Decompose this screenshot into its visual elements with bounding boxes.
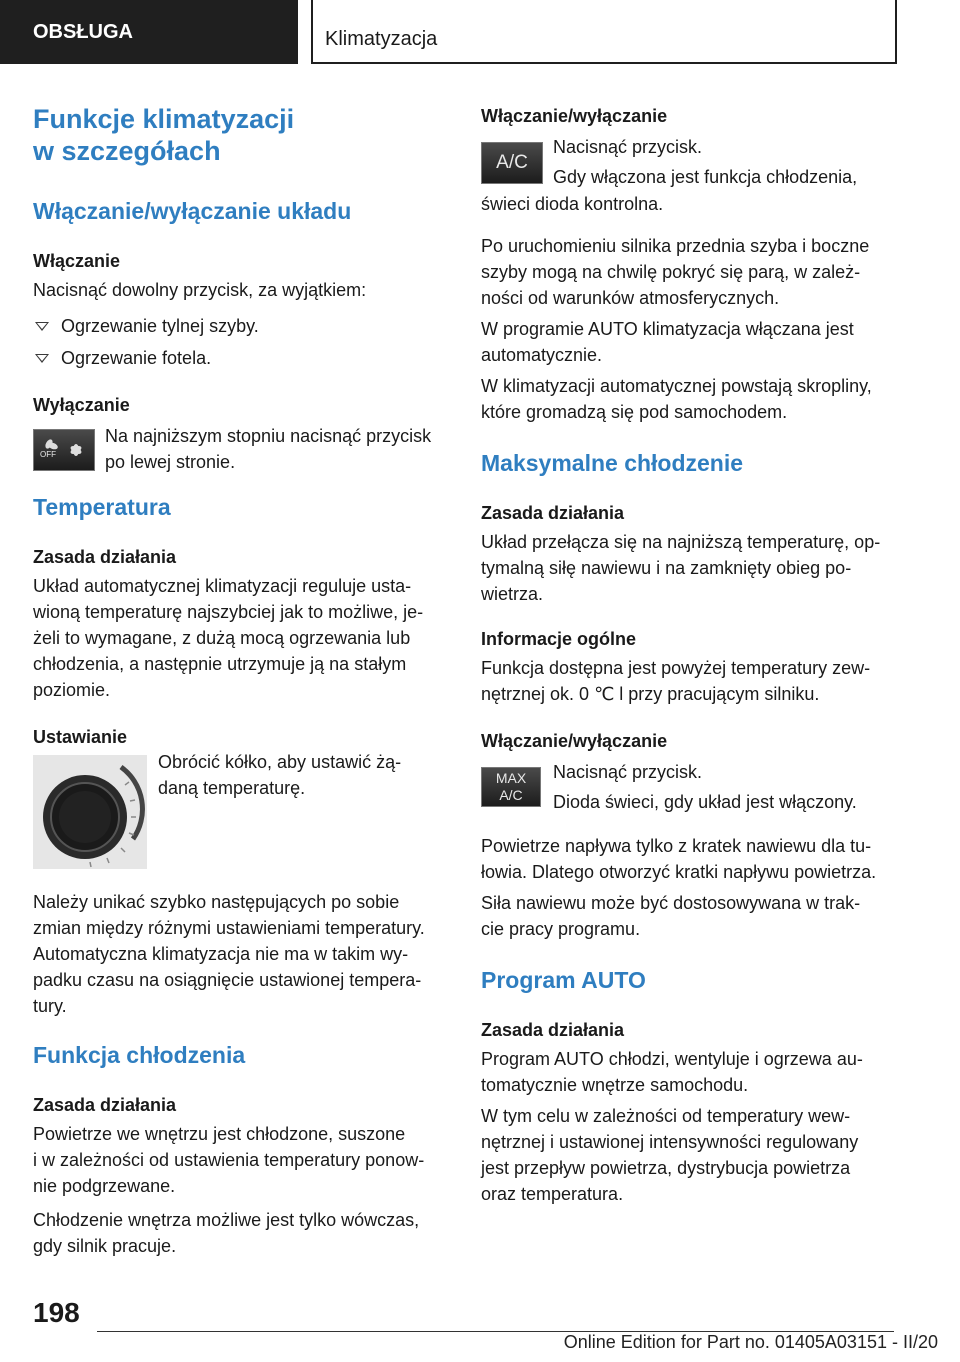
heading-switch-off: Wyłączanie — [33, 395, 130, 415]
heading-general: Informacje ogólne — [481, 629, 637, 649]
section-tab — [0, 0, 298, 64]
setting-row — [33, 749, 449, 875]
text-line: jest przepływ powietrza, dystrybucja powietrza — [481, 1158, 851, 1178]
heading-cool-principle: Zasada działania — [33, 1095, 177, 1115]
setting-text-1: Obrócić kółko, aby ustawić żą- — [158, 752, 402, 772]
text-line: Funkcja dostępna jest powyżej temperatury zew- — [481, 658, 871, 678]
section-label: OBSŁUGA — [33, 21, 133, 43]
page-title-line-1: Funkcje klimatyzacji — [33, 104, 295, 134]
heading-temperature: Temperatura — [33, 494, 171, 520]
switch-off-text-1: Na najniższym stopniu nacisnąć przycisk — [105, 426, 432, 446]
ac-label: A/C — [499, 787, 523, 803]
text-line: W klimatyzacji automatycznej powstają skropliny, — [481, 376, 872, 396]
heading-auto-principle: Zasada działania — [481, 1020, 625, 1040]
text-line: nie podgrzewane. — [33, 1176, 176, 1196]
text-line: żeli to wymagane, z dużą mocą ogrzewania lub — [33, 628, 411, 648]
ac-press-text: Nacisnąć przycisk. — [553, 137, 703, 157]
condense-text — [481, 373, 897, 425]
right-column — [481, 98, 897, 1207]
switch-off-row — [33, 423, 449, 479]
switch-on-text: Nacisnąć dowolny przycisk, za wyjątkiem: — [33, 280, 367, 300]
text-line: tomatycznie wnętrze samochodu. — [481, 1075, 749, 1095]
auto-principle-text — [481, 1046, 897, 1098]
text-line: Układ przełącza się na najniższą temperaturę, op- — [481, 532, 881, 552]
page-number: 198 — [33, 1297, 80, 1328]
page-title — [33, 103, 449, 167]
ac-led-text-1: Gdy włączona jest funkcja chłodzenia, — [553, 167, 858, 187]
text-line: Po uruchomieniu silnika przednia szyba i boczne — [481, 236, 870, 256]
text-line: zmian między różnymi ustawieniami temperatury. — [33, 918, 425, 938]
text-line: szyby mogą na chwilę pokryć się parą, w zależ- — [481, 262, 861, 282]
edition-text: Online Edition for Part no. 01405A03151 - II/20 — [563, 1332, 938, 1352]
fan-off-button-image — [33, 429, 95, 471]
heading-onoff: Włączanie/wyłączanie — [481, 106, 668, 126]
max-principle-text — [481, 529, 897, 607]
max-led-text: Dioda świeci, gdy układ jest włączony. — [553, 792, 857, 812]
bullet-text: Ogrzewanie tylnej szyby. — [61, 316, 259, 336]
switch-off-text-2: po lewej stronie. — [105, 452, 236, 472]
max-press-text: Nacisnąć przycisk. — [553, 762, 703, 782]
max-ac-button-image — [481, 767, 541, 807]
auto-text — [481, 316, 897, 368]
bullet-text: Ogrzewanie fotela. — [61, 348, 212, 368]
text-line: Chłodzenie wnętrza możliwe jest tylko wówczas, — [33, 1210, 420, 1230]
fan-text — [481, 890, 897, 942]
text-line: tury. — [33, 996, 67, 1016]
text-line: Siła nawiewu może być dostosowywana w trak- — [481, 893, 861, 913]
temperature-dial-image — [33, 755, 147, 869]
text-line: nętrznej ok. 0 ℃ l przy pracującym silniku. — [481, 684, 820, 704]
text-line: łowia. Dlatego otworzyć kratki napływu powietrza. — [481, 862, 877, 882]
text-line: Powietrze napływa tylko z kratek nawiewu dla tu- — [481, 836, 872, 856]
max-label: MAX — [495, 770, 527, 786]
fan-icon — [34, 430, 94, 470]
triangle-bullet-icon — [35, 354, 49, 363]
ac-row — [481, 132, 897, 192]
heading-setting: Ustawianie — [33, 727, 128, 747]
ac-led-text-2: świeci dioda kontrolna. — [481, 194, 664, 214]
text-line: tymalną siłę nawiewu i na zamknięty obieg po- — [481, 558, 852, 578]
text-line: Program AUTO chłodzi, wentyluje i ogrzewa au- — [481, 1049, 863, 1069]
max-ac-row — [481, 757, 897, 817]
text-line: cie pracy programu. — [481, 919, 641, 939]
heading-onoff-system: Włączanie/wyłączanie układu — [33, 198, 352, 224]
cool-text-2 — [33, 1207, 449, 1259]
heading-max-onoff: Włączanie/wyłączanie — [481, 731, 668, 751]
text-line: wioną temperaturę najszybciej jak to możliwe, je- — [33, 602, 424, 622]
heading-max-principle: Zasada działania — [481, 503, 625, 523]
cool-text — [33, 1121, 449, 1199]
text-line: poziomie. — [33, 680, 111, 700]
text-line: i w zależności od ustawienia temperatury ponow- — [33, 1150, 425, 1170]
text-line: Układ automatycznej klimatyzacji reguluje usta- — [33, 576, 412, 596]
text-line: Należy unikać szybko następujących po sobie — [33, 892, 400, 912]
text-line: gdy silnik pracuje. — [33, 1236, 177, 1256]
avoid-text — [33, 889, 449, 1019]
text-line: wietrza. — [481, 584, 544, 604]
triangle-bullet-icon — [35, 322, 49, 331]
text-line: ności od warunków atmosferycznych. — [481, 288, 780, 308]
text-line: nętrznej i ustawionej intensywności regulowany — [481, 1132, 859, 1152]
off-label: OFF — [40, 450, 56, 459]
bullet-item — [33, 345, 449, 371]
temp-principle-text — [33, 573, 449, 703]
chapter-tab — [311, 0, 897, 64]
heading-switch-on: Włączanie — [33, 251, 121, 271]
text-line: W tym celu w zależności od temperatury wew- — [481, 1106, 851, 1126]
text-line: Automatyczna klimatyzacja nie ma w takim wy- — [33, 944, 409, 964]
text-line: które gromadzą się pod samochodem. — [481, 402, 788, 422]
text-line: padku czasu na osiągnięcie ustawionej tempera- — [33, 970, 422, 990]
text-line: oraz temperatura. — [481, 1184, 624, 1204]
dial-icon — [33, 755, 147, 869]
text-line: W programie AUTO klimatyzacja włączana jest — [481, 319, 854, 339]
bullet-item — [33, 313, 449, 339]
text-line: chłodzenia, a następnie utrzymuje ją na stałym — [33, 654, 407, 674]
text-line: Powietrze we wnętrzu jest chłodzone, suszone — [33, 1124, 406, 1144]
vent-text — [481, 833, 897, 885]
heading-auto-program: Program AUTO — [481, 967, 646, 993]
ac-button-image: A/C — [481, 142, 543, 184]
heading-cooling: Funkcja chłodzenia — [33, 1042, 246, 1068]
general-text — [481, 655, 897, 707]
page-title-line-2: w szczegółach — [33, 136, 221, 166]
setting-text-2: daną temperaturę. — [158, 778, 306, 798]
text-line: automatycznie. — [481, 345, 603, 365]
chapter-label: Klimatyzacja — [325, 28, 438, 50]
heading-temp-principle: Zasada działania — [33, 547, 177, 567]
auto-detail-text — [481, 1103, 897, 1207]
heading-max-cooling: Maksymalne chłodzenie — [481, 450, 744, 476]
fog-text — [481, 233, 897, 311]
left-column — [33, 98, 449, 1259]
